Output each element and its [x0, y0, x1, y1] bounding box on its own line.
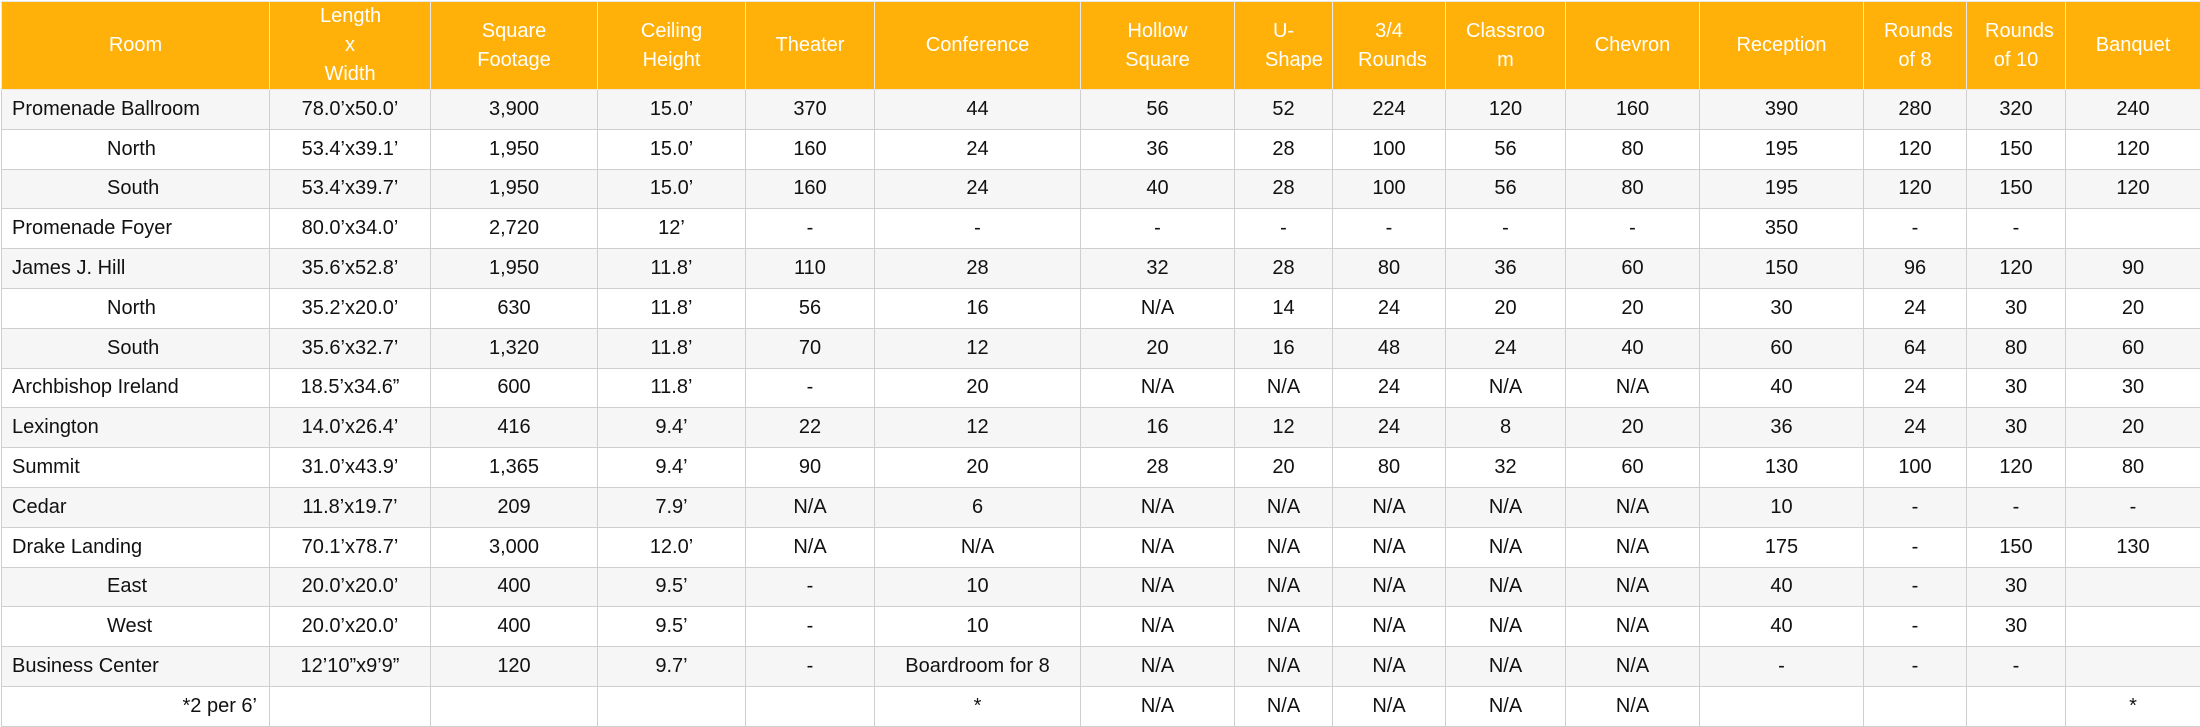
three-quarter-rounds-cell: 24	[1333, 368, 1446, 408]
u-shape-cell: 52	[1235, 90, 1333, 130]
hollow-square-cell: 36	[1081, 129, 1235, 169]
square-footage-cell: 1,950	[431, 249, 598, 289]
dimensions-cell: 31.0’x43.9’	[270, 448, 431, 488]
ceiling-height-cell: 9.4’	[598, 408, 746, 448]
square-footage-cell: 416	[431, 408, 598, 448]
table-row	[2, 607, 2200, 647]
banquet-cell: 240	[2066, 90, 2200, 130]
rounds-of-10-cell: 30	[1967, 408, 2066, 448]
ceiling-height-cell: 9.4’	[598, 448, 746, 488]
reception-cell: 30	[1700, 288, 1864, 328]
room-cell: Cedar	[2, 487, 270, 527]
banquet-cell: 90	[2066, 249, 2200, 289]
rounds-of-8-cell: -	[1864, 527, 1967, 567]
ceiling-height-cell: 15.0’	[598, 90, 746, 130]
classroom-cell: 8	[1446, 408, 1566, 448]
banquet-cell: -	[2066, 487, 2200, 527]
square-footage-cell: 1,365	[431, 448, 598, 488]
rounds-of-10-cell	[1967, 686, 2066, 726]
reception-cell: 195	[1700, 169, 1864, 209]
room-cell: Business Center	[2, 647, 270, 687]
rounds-of-10-cell: 30	[1967, 567, 2066, 607]
dimensions-cell: 35.6’x32.7’	[270, 328, 431, 368]
chevron-cell: 40	[1566, 328, 1700, 368]
three-quarter-rounds-cell: N/A	[1333, 607, 1446, 647]
classroom-cell: N/A	[1446, 368, 1566, 408]
col-header-length-x-width: Length x Width	[270, 2, 431, 90]
three-quarter-rounds-cell: 80	[1333, 249, 1446, 289]
square-footage-cell: 1,320	[431, 328, 598, 368]
banquet-cell: 30	[2066, 368, 2200, 408]
ceiling-height-cell: 15.0’	[598, 169, 746, 209]
reception-cell: 195	[1700, 129, 1864, 169]
table-row	[2, 209, 2200, 249]
three-quarter-rounds-cell: 100	[1333, 129, 1446, 169]
u-shape-cell: N/A	[1235, 487, 1333, 527]
three-quarter-rounds-cell: 80	[1333, 448, 1446, 488]
banquet-cell	[2066, 209, 2200, 249]
room-cell: *2 per 6’	[2, 686, 270, 726]
theater-cell: 160	[746, 129, 875, 169]
square-footage-cell: 3,900	[431, 90, 598, 130]
table-row	[2, 686, 2200, 726]
banquet-cell: *	[2066, 686, 2200, 726]
banquet-cell: 20	[2066, 288, 2200, 328]
reception-cell: 130	[1700, 448, 1864, 488]
classroom-cell: -	[1446, 209, 1566, 249]
dimensions-cell: 12’10”x9’9”	[270, 647, 431, 687]
classroom-cell: 24	[1446, 328, 1566, 368]
banquet-cell: 80	[2066, 448, 2200, 488]
col-header-reception: Reception	[1700, 2, 1864, 90]
room-cell: South	[2, 169, 270, 209]
u-shape-cell: 14	[1235, 288, 1333, 328]
rounds-of-10-cell: 320	[1967, 90, 2066, 130]
col-header-u-shape: U-Shape	[1235, 2, 1333, 90]
three-quarter-rounds-cell: 24	[1333, 288, 1446, 328]
chevron-cell: 160	[1566, 90, 1700, 130]
square-footage-cell: 2,720	[431, 209, 598, 249]
three-quarter-rounds-cell: N/A	[1333, 567, 1446, 607]
reception-cell: 60	[1700, 328, 1864, 368]
hollow-square-cell: N/A	[1081, 607, 1235, 647]
chevron-cell: 20	[1566, 408, 1700, 448]
reception-cell: 390	[1700, 90, 1864, 130]
hollow-square-cell: 40	[1081, 169, 1235, 209]
hollow-square-cell: N/A	[1081, 487, 1235, 527]
rounds-of-8-cell: 64	[1864, 328, 1967, 368]
theater-cell: 90	[746, 448, 875, 488]
u-shape-cell: N/A	[1235, 368, 1333, 408]
conference-cell: 24	[875, 169, 1081, 209]
rounds-of-10-cell: 150	[1967, 527, 2066, 567]
hollow-square-cell: 56	[1081, 90, 1235, 130]
col-header-ceiling-height: Ceiling Height	[598, 2, 746, 90]
conference-cell: 16	[875, 288, 1081, 328]
rounds-of-10-cell: 30	[1967, 288, 2066, 328]
three-quarter-rounds-cell: 48	[1333, 328, 1446, 368]
dimensions-cell: 53.4’x39.7’	[270, 169, 431, 209]
theater-cell	[746, 686, 875, 726]
hollow-square-cell: 16	[1081, 408, 1235, 448]
chevron-cell: N/A	[1566, 368, 1700, 408]
col-header-rounds-of-8: Rounds of 8	[1864, 2, 1967, 90]
banquet-cell	[2066, 567, 2200, 607]
conference-cell: 12	[875, 408, 1081, 448]
banquet-cell	[2066, 647, 2200, 687]
ceiling-height-cell: 15.0’	[598, 129, 746, 169]
table-row	[2, 90, 2200, 130]
three-quarter-rounds-cell: N/A	[1333, 686, 1446, 726]
u-shape-cell: N/A	[1235, 527, 1333, 567]
ceiling-height-cell: 11.8’	[598, 368, 746, 408]
square-footage-cell: 600	[431, 368, 598, 408]
ceiling-height-cell: 7.9’	[598, 487, 746, 527]
chevron-cell: N/A	[1566, 567, 1700, 607]
ceiling-height-cell: 11.8’	[598, 328, 746, 368]
chevron-cell: N/A	[1566, 686, 1700, 726]
banquet-cell	[2066, 607, 2200, 647]
col-header-square-footage: Square Footage	[431, 2, 598, 90]
u-shape-cell: 16	[1235, 328, 1333, 368]
three-quarter-rounds-cell: 100	[1333, 169, 1446, 209]
room-cell: Drake Landing	[2, 527, 270, 567]
rounds-of-10-cell: -	[1967, 209, 2066, 249]
reception-cell: 150	[1700, 249, 1864, 289]
u-shape-cell: -	[1235, 209, 1333, 249]
table-row	[2, 408, 2200, 448]
rounds-of-8-cell: 100	[1864, 448, 1967, 488]
classroom-cell: 36	[1446, 249, 1566, 289]
square-footage-cell: 400	[431, 607, 598, 647]
three-quarter-rounds-cell: N/A	[1333, 487, 1446, 527]
theater-cell: N/A	[746, 527, 875, 567]
chevron-cell: N/A	[1566, 487, 1700, 527]
reception-cell: -	[1700, 647, 1864, 687]
classroom-cell: N/A	[1446, 527, 1566, 567]
dimensions-cell: 20.0’x20.0’	[270, 607, 431, 647]
rounds-of-10-cell: 150	[1967, 129, 2066, 169]
chevron-cell: N/A	[1566, 647, 1700, 687]
theater-cell: -	[746, 607, 875, 647]
dimensions-cell: 53.4’x39.1’	[270, 129, 431, 169]
room-cell: Promenade Ballroom	[2, 90, 270, 130]
classroom-cell: 120	[1446, 90, 1566, 130]
classroom-cell: 56	[1446, 169, 1566, 209]
table-row	[2, 567, 2200, 607]
rounds-of-10-cell: 150	[1967, 169, 2066, 209]
room-cell: Promenade Foyer	[2, 209, 270, 249]
hollow-square-cell: N/A	[1081, 288, 1235, 328]
rounds-of-10-cell: 120	[1967, 249, 2066, 289]
chevron-cell: 20	[1566, 288, 1700, 328]
table-row	[2, 249, 2200, 289]
table-row	[2, 487, 2200, 527]
u-shape-cell: N/A	[1235, 686, 1333, 726]
dimensions-cell: 35.2’x20.0’	[270, 288, 431, 328]
conference-cell: 10	[875, 607, 1081, 647]
theater-cell: -	[746, 567, 875, 607]
u-shape-cell: 20	[1235, 448, 1333, 488]
col-header-classroom: Classroom	[1446, 2, 1566, 90]
theater-cell: 110	[746, 249, 875, 289]
ceiling-height-cell: 11.8’	[598, 249, 746, 289]
conference-cell: 24	[875, 129, 1081, 169]
rounds-of-10-cell: -	[1967, 487, 2066, 527]
header-row	[2, 2, 2200, 90]
col-header-rounds-of-10: Rounds of 10	[1967, 2, 2066, 90]
u-shape-cell: N/A	[1235, 567, 1333, 607]
dimensions-cell: 35.6’x52.8’	[270, 249, 431, 289]
dimensions-cell: 14.0’x26.4’	[270, 408, 431, 448]
chevron-cell: N/A	[1566, 607, 1700, 647]
reception-cell: 40	[1700, 607, 1864, 647]
rounds-of-10-cell: 80	[1967, 328, 2066, 368]
hollow-square-cell: 32	[1081, 249, 1235, 289]
chevron-cell: -	[1566, 209, 1700, 249]
u-shape-cell: N/A	[1235, 607, 1333, 647]
reception-cell	[1700, 686, 1864, 726]
conference-cell: 10	[875, 567, 1081, 607]
dimensions-cell: 70.1’x78.7’	[270, 527, 431, 567]
rounds-of-10-cell: 120	[1967, 448, 2066, 488]
ceiling-height-cell: 9.5’	[598, 607, 746, 647]
classroom-cell: N/A	[1446, 567, 1566, 607]
room-cell: West	[2, 607, 270, 647]
three-quarter-rounds-cell: -	[1333, 209, 1446, 249]
rounds-of-8-cell: 120	[1864, 129, 1967, 169]
hollow-square-cell: N/A	[1081, 368, 1235, 408]
rounds-of-10-cell: 30	[1967, 607, 2066, 647]
theater-cell: 56	[746, 288, 875, 328]
table-row	[2, 169, 2200, 209]
hollow-square-cell: 20	[1081, 328, 1235, 368]
rounds-of-8-cell: 280	[1864, 90, 1967, 130]
conference-cell: -	[875, 209, 1081, 249]
col-header-room: Room	[2, 2, 270, 90]
classroom-cell: N/A	[1446, 686, 1566, 726]
ceiling-height-cell: 12.0’	[598, 527, 746, 567]
theater-cell: 370	[746, 90, 875, 130]
reception-cell: 36	[1700, 408, 1864, 448]
table-row	[2, 368, 2200, 408]
conference-cell: 44	[875, 90, 1081, 130]
ceiling-height-cell	[598, 686, 746, 726]
table-row	[2, 647, 2200, 687]
square-footage-cell	[431, 686, 598, 726]
theater-cell: 70	[746, 328, 875, 368]
conference-cell: *	[875, 686, 1081, 726]
three-quarter-rounds-cell: N/A	[1333, 527, 1446, 567]
three-quarter-rounds-cell: 24	[1333, 408, 1446, 448]
chevron-cell: N/A	[1566, 527, 1700, 567]
square-footage-cell: 209	[431, 487, 598, 527]
dimensions-cell: 80.0’x34.0’	[270, 209, 431, 249]
square-footage-cell: 630	[431, 288, 598, 328]
room-capacity-table	[1, 1, 2200, 727]
u-shape-cell: 28	[1235, 249, 1333, 289]
rounds-of-8-cell: 96	[1864, 249, 1967, 289]
table-body	[2, 90, 2200, 727]
rounds-of-10-cell: 30	[1967, 368, 2066, 408]
conference-cell: 20	[875, 368, 1081, 408]
theater-cell: -	[746, 368, 875, 408]
conference-cell: 12	[875, 328, 1081, 368]
classroom-cell: 20	[1446, 288, 1566, 328]
room-cell: Lexington	[2, 408, 270, 448]
table-row	[2, 527, 2200, 567]
u-shape-cell: 28	[1235, 169, 1333, 209]
classroom-cell: 32	[1446, 448, 1566, 488]
reception-cell: 40	[1700, 567, 1864, 607]
hollow-square-cell: N/A	[1081, 686, 1235, 726]
rounds-of-8-cell	[1864, 686, 1967, 726]
room-cell: East	[2, 567, 270, 607]
hollow-square-cell: N/A	[1081, 567, 1235, 607]
ceiling-height-cell: 9.7’	[598, 647, 746, 687]
banquet-cell: 120	[2066, 129, 2200, 169]
room-cell: Archbishop Ireland	[2, 368, 270, 408]
room-cell: James J. Hill	[2, 249, 270, 289]
ceiling-height-cell: 11.8’	[598, 288, 746, 328]
hollow-square-cell: 28	[1081, 448, 1235, 488]
u-shape-cell: N/A	[1235, 647, 1333, 687]
col-header-three-quarter-rounds: 3/4 Rounds	[1333, 2, 1446, 90]
table-row	[2, 288, 2200, 328]
table-row	[2, 328, 2200, 368]
rounds-of-8-cell: -	[1864, 487, 1967, 527]
col-header-banquet: Banquet	[2066, 2, 2200, 90]
classroom-cell: N/A	[1446, 647, 1566, 687]
rounds-of-8-cell: -	[1864, 647, 1967, 687]
hollow-square-cell: -	[1081, 209, 1235, 249]
reception-cell: 175	[1700, 527, 1864, 567]
dimensions-cell: 11.8’x19.7’	[270, 487, 431, 527]
theater-cell: -	[746, 209, 875, 249]
rounds-of-8-cell: -	[1864, 567, 1967, 607]
chevron-cell: 60	[1566, 448, 1700, 488]
chevron-cell: 60	[1566, 249, 1700, 289]
ceiling-height-cell: 9.5’	[598, 567, 746, 607]
table-row	[2, 129, 2200, 169]
square-footage-cell: 1,950	[431, 129, 598, 169]
dimensions-cell: 18.5’x34.6”	[270, 368, 431, 408]
room-cell: Summit	[2, 448, 270, 488]
rounds-of-8-cell: 24	[1864, 408, 1967, 448]
hollow-square-cell: N/A	[1081, 647, 1235, 687]
banquet-cell: 20	[2066, 408, 2200, 448]
hollow-square-cell: N/A	[1081, 527, 1235, 567]
chevron-cell: 80	[1566, 169, 1700, 209]
dimensions-cell: 78.0’x50.0’	[270, 90, 431, 130]
col-header-theater: Theater	[746, 2, 875, 90]
banquet-cell: 130	[2066, 527, 2200, 567]
conference-cell: Boardroom for 8	[875, 647, 1081, 687]
theater-cell: -	[746, 647, 875, 687]
classroom-cell: 56	[1446, 129, 1566, 169]
reception-cell: 10	[1700, 487, 1864, 527]
reception-cell: 40	[1700, 368, 1864, 408]
room-cell: North	[2, 129, 270, 169]
square-footage-cell: 120	[431, 647, 598, 687]
theater-cell: 160	[746, 169, 875, 209]
banquet-cell: 60	[2066, 328, 2200, 368]
square-footage-cell: 400	[431, 567, 598, 607]
table-row	[2, 448, 2200, 488]
rounds-of-8-cell: 24	[1864, 368, 1967, 408]
rounds-of-8-cell: -	[1864, 607, 1967, 647]
rounds-of-8-cell: 24	[1864, 288, 1967, 328]
three-quarter-rounds-cell: 224	[1333, 90, 1446, 130]
rounds-of-10-cell: -	[1967, 647, 2066, 687]
col-header-chevron: Chevron	[1566, 2, 1700, 90]
three-quarter-rounds-cell: N/A	[1333, 647, 1446, 687]
chevron-cell: 80	[1566, 129, 1700, 169]
u-shape-cell: 28	[1235, 129, 1333, 169]
conference-cell: N/A	[875, 527, 1081, 567]
theater-cell: 22	[746, 408, 875, 448]
classroom-cell: N/A	[1446, 487, 1566, 527]
dimensions-cell: 20.0’x20.0’	[270, 567, 431, 607]
conference-cell: 6	[875, 487, 1081, 527]
dimensions-cell	[270, 686, 431, 726]
square-footage-cell: 1,950	[431, 169, 598, 209]
reception-cell: 350	[1700, 209, 1864, 249]
classroom-cell: N/A	[1446, 607, 1566, 647]
rounds-of-8-cell: -	[1864, 209, 1967, 249]
col-header-hollow-square: Hollow Square	[1081, 2, 1235, 90]
rounds-of-8-cell: 120	[1864, 169, 1967, 209]
room-cell: South	[2, 328, 270, 368]
conference-cell: 20	[875, 448, 1081, 488]
square-footage-cell: 3,000	[431, 527, 598, 567]
theater-cell: N/A	[746, 487, 875, 527]
u-shape-cell: 12	[1235, 408, 1333, 448]
room-cell: North	[2, 288, 270, 328]
col-header-conference: Conference	[875, 2, 1081, 90]
banquet-cell: 120	[2066, 169, 2200, 209]
ceiling-height-cell: 12’	[598, 209, 746, 249]
conference-cell: 28	[875, 249, 1081, 289]
